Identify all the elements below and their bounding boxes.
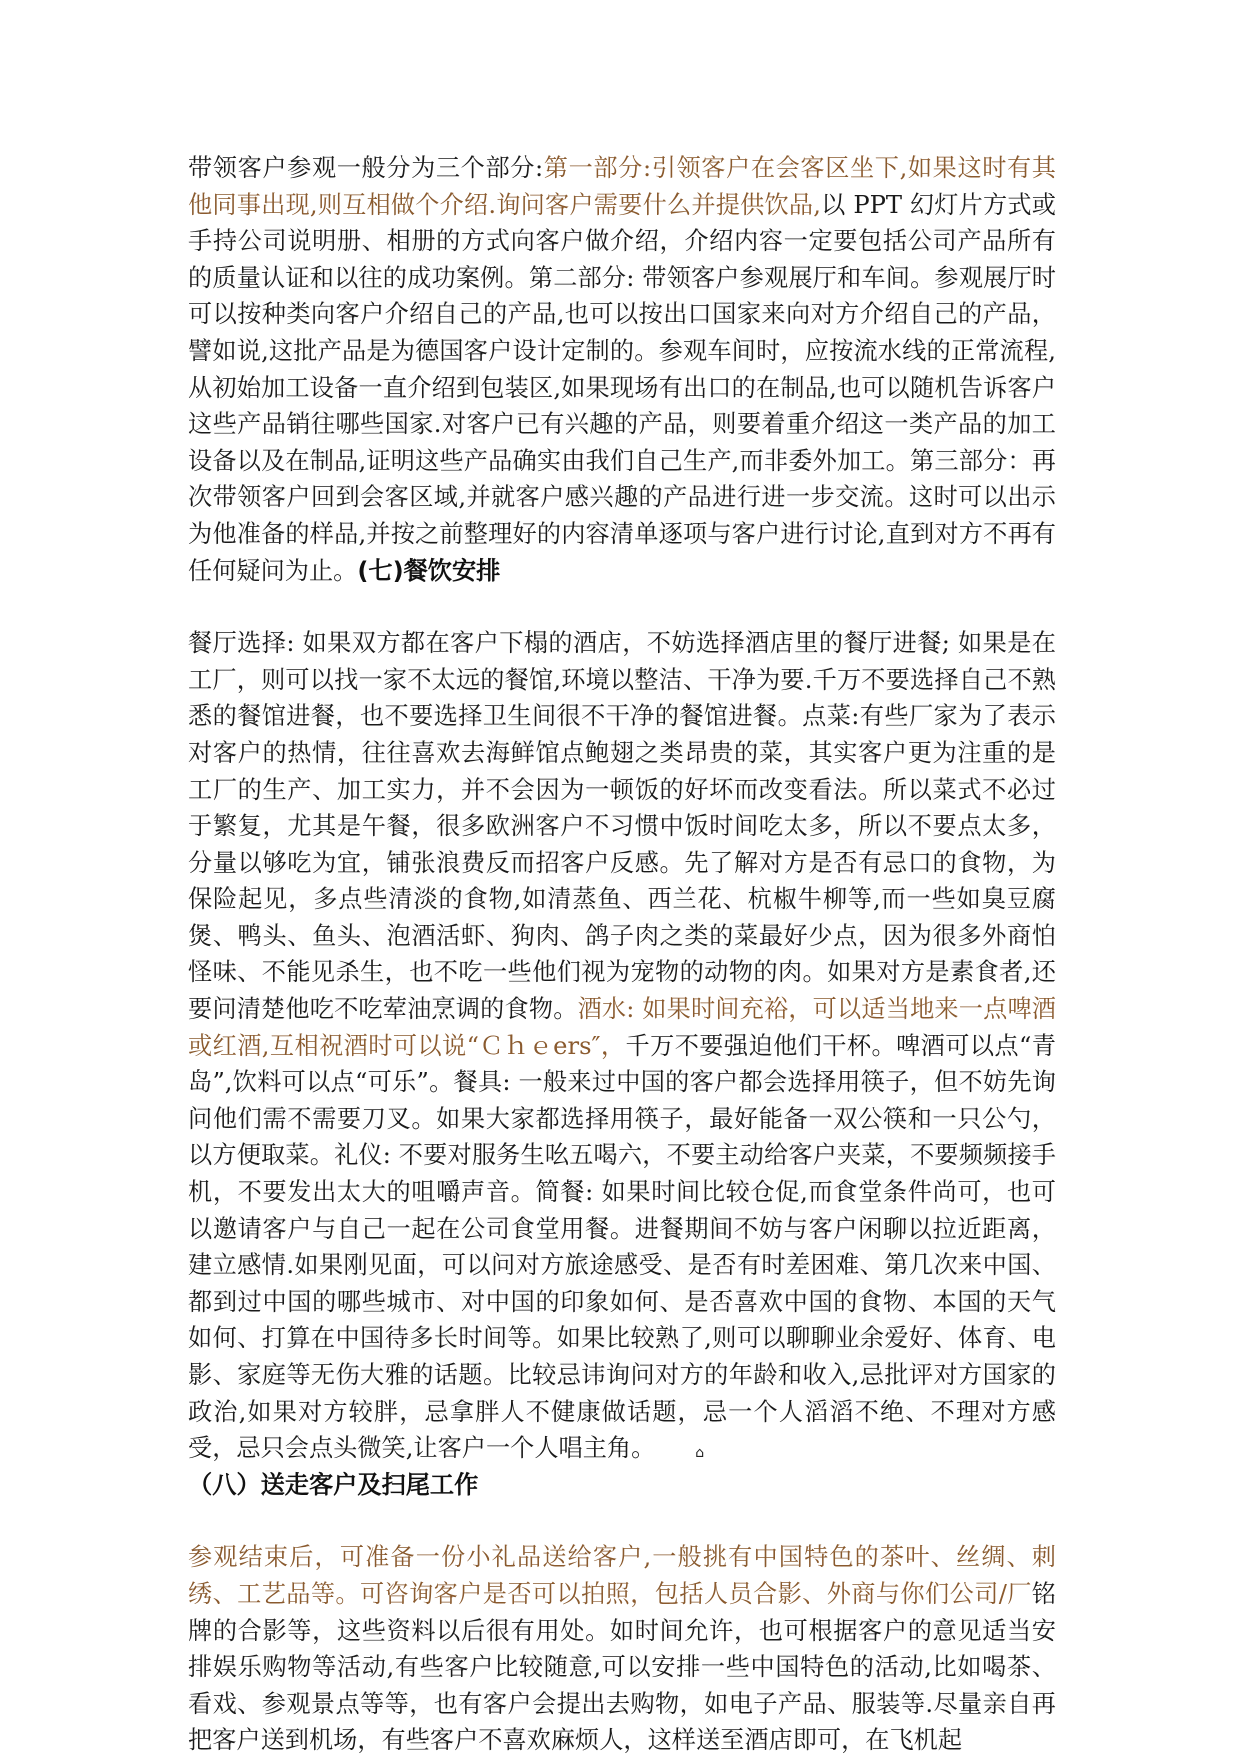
paragraph-dining [188,625,1056,1503]
section-heading-farewell: （八）送走客户及扫尾工作 [188,1470,479,1499]
paragraph-farewell [188,1539,1056,1759]
drinks-highlight: 酒水: 如果时间充裕，可以适当地来一点啤酒或红酒,互相祝酒时可以说“Ｃｈｅers″， [188,995,1056,1060]
anchor-mark-icon: ⌂ [695,1445,705,1462]
dining-etiquette-text: 千万不要强迫他们干杯。啤酒可以点“青岛”,饮料可以点“可乐”。餐具: 一般来过中国的客户都会选择用筷子，但不妨先询问他们需不需要刀叉。如果大家都选择用筷子，最好能备一双公筷和一只公勺，以方便取菜。礼仪: 不要对服务生吆五喝六，不要主动给客户夹菜，不要频频接手机，不要发出太大的咀嚼声音。简餐: 如果时间比较仓促,而食堂条件尚可，也可以邀请客户与自己一起在公司食堂用餐。进餐期间不妨与客户闲聊以拉近距离， 建立感情.如果刚见面，可以问对方旅途感受、是否有时差困难、第几次来中国、都到过中国的哪些城市、对中国的印象如何、是否喜欢中国的食物、本国的天气如何、打算在中国待多长时间等。如果比较熟了,则可以聊聊业余爱好、体育、电影、家庭等无伤大雅的话题。比较忌讳询问对方的年龄和收入,忌批评对方国家的政治,如果对方较胖，忌拿胖人不健康做话题，忌一个人滔滔不绝、不理对方感受，忌只会点头微笑,让客户一个人唱主角。 [188,1031,1056,1463]
section-heading-dining: (七)餐饮安排 [357,556,501,585]
visit-part-one-highlight: 第一部分:引领客户在会客区坐下,如果这时有其他同事出现,则互相做个介绍.询问客户需要什么并提供饮品, [188,154,1056,219]
gift-highlight: 参观结束后，可准备一份小礼品送给客户,一般挑有中国特色的茶叶、丝绸、刺绣、工艺品等。可咨询客户是否可以拍照，包括人员合影、外商与你们公司/厂 [188,1543,1056,1608]
visit-body-text: 以 PPT 幻灯片方式或手持公司说明册、相册的方式向客户做介绍，介绍内容一定要包括公司产品所有的质量认证和以往的成功案例。第二部分: 带领客户参观展厅和车间。参观展厅时可以按种类向客户介绍自己的产品,也可以按出口国家来向对方介绍自己的产品，譬如说,这批产品是为德国客户设计定制的。参观车间时，应按流水线的正常流程,从初始加工设备一直介绍到包装区,如果现场有出口的在制品,也可以随机告诉客户这些产品销往哪些国家.对客户已有兴趣的产品，则要着重介绍这一类产品的加工设备以及在制品,证明这些产品确实由我们自己生产,而非委外加工。第三部分：再次带领客户回到会客区域,并就客户感兴趣的产品进行进一步交流。这时可以出示为他准备的样品,并按之前整理好的内容清单逐项与客户进行讨论,直到对方不再有任何疑问为止。 [188,190,1056,585]
farewell-body-text: 铭牌的合影等，这些资料以后很有用处。如时间允许，也可根据客户的意见适当安排娱乐购物等活动,有些客户比较随意,可以安排一些中国特色的活动,比如喝茶、看戏、参观景点等等，也有客户会提出去购物，如电子产品、服装等.尽量亲自再把客户送到机场，有些客户不喜欢麻烦人，这样送至酒店即可，在飞机起 [188,1579,1056,1755]
document-page [188,150,1056,1759]
visit-intro-text: 带领客户参观一般分为三个部分: [188,154,544,182]
dining-body-text: 餐厅选择: 如果双方都在客户下榻的酒店，不妨选择酒店里的餐厅进餐; 如果是在工厂，则可以找一家不太远的餐馆,环境以整洁、干净为要.千万不要选择自己不熟悉的餐馆进餐，也不要选择卫生间很不干净的餐馆进餐。点菜:有些厂家为了表示对客户的热情，往往喜欢去海鲜馆点鲍翅之类昂贵的菜，其实客户更为注重的是工厂的生产、加工实力，并不会因为一顿饭的好坏而改变看法。所以菜式不必过于繁复，尤其是午餐，很多欧洲客户不习惯中饭时间吃太多，所以不要点太多，分量以够吃为宜，铺张浪费反而招客户反感。先了解对方是否有忌口的食物，为保险起见，多点些清淡的食物,如清蒸鱼、西兰花、杭椒牛柳等,而一些如臭豆腐煲、鸭头、鱼头、泡酒活虾、狗肉、鸽子肉之类的菜最好少点，因为很多外商怕怪味、不能见杀生，也不吃一些他们视为宠物的动物的肉。如果对方是素食者,还要问清楚他吃不吃荤油烹调的食物。 [188,629,1056,1024]
paragraph-visit-guide [188,150,1056,589]
